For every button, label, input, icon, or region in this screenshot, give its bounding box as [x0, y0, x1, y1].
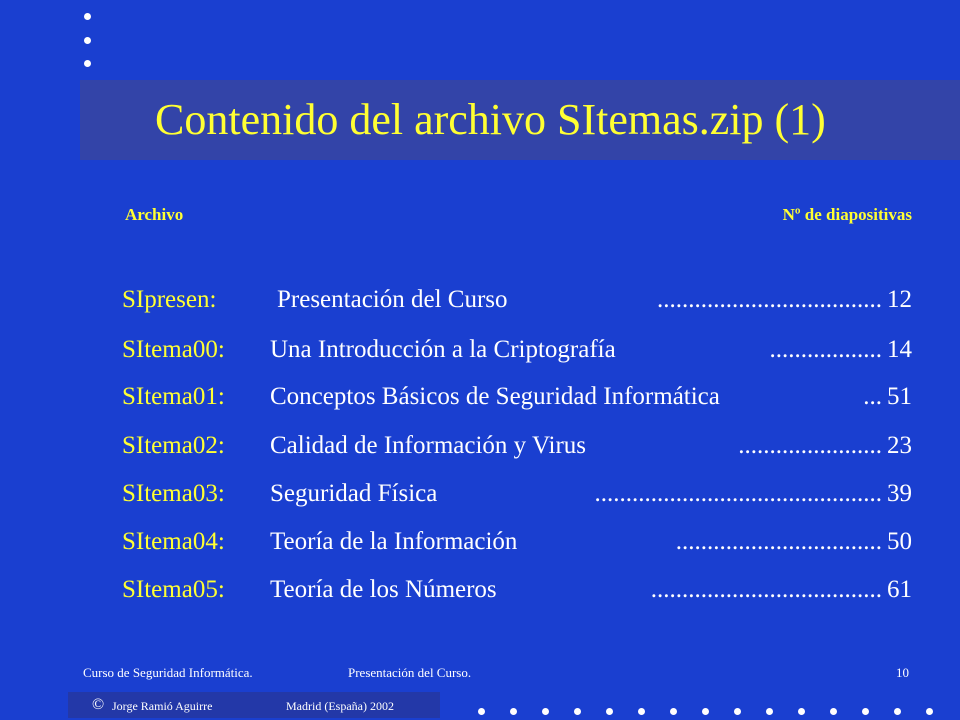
decorative-dot: [702, 708, 709, 715]
file-description: Una Introducción a la Criptografía: [270, 336, 616, 363]
dot-leader: .................................: [675, 528, 882, 555]
copyright-icon: ©: [92, 696, 105, 713]
file-name: SItema01:: [122, 383, 225, 410]
decorative-dot: [766, 708, 773, 715]
dot-leader: .......................: [738, 432, 882, 459]
file-row: [122, 429, 912, 463]
dot-leader: ...: [863, 383, 882, 410]
file-description: Presentación del Curso: [277, 286, 508, 313]
dot-leader: ..............................................: [594, 480, 882, 507]
file-row: [122, 573, 912, 607]
slide-count: 50: [887, 528, 912, 555]
copyright-author: Jorge Ramió Aguirre: [112, 699, 213, 713]
footer-presentation-name: Presentación del Curso.: [348, 665, 472, 680]
slide-title: Contenido del archivo SItemas.zip (1): [155, 95, 826, 144]
decorative-dot: [84, 13, 91, 20]
file-name: SIpresen:: [122, 286, 217, 313]
file-row: [122, 283, 912, 317]
file-name: SItema02:: [122, 432, 225, 459]
decorative-dot: [638, 708, 645, 715]
file-description: Conceptos Básicos de Seguridad Informática: [270, 383, 720, 410]
decorative-dot: [478, 708, 485, 715]
slide-count: 23: [887, 432, 912, 459]
file-name: SItema05:: [122, 576, 225, 603]
slide-count: 51: [887, 383, 912, 410]
decorative-dot: [862, 708, 869, 715]
column-header-slide-count: Nº de diapositivas: [782, 205, 912, 224]
file-description: Teoría de la Información: [270, 528, 518, 555]
file-row: [122, 380, 912, 414]
file-name: SItema03:: [122, 480, 225, 507]
file-row: [122, 333, 912, 367]
decorative-dot: [894, 708, 901, 715]
file-description: Seguridad Física: [270, 480, 438, 507]
column-header-file: Archivo: [125, 205, 184, 224]
decorative-dot: [542, 708, 549, 715]
decorative-dot: [84, 37, 91, 44]
slide-count: 12: [887, 286, 912, 313]
page-number: 10: [896, 665, 909, 680]
slide-count: 14: [887, 336, 912, 363]
decorative-dot: [926, 708, 933, 715]
file-row: [122, 477, 912, 511]
dot-leader: ..................: [769, 336, 882, 363]
dot-leader: ....................................: [657, 286, 882, 313]
slide-count: 39: [887, 480, 912, 507]
decorative-dot: [734, 708, 741, 715]
copyright-place-year: Madrid (España) 2002: [286, 699, 394, 713]
file-description: Teoría de los Números: [270, 576, 497, 603]
dot-leader: .....................................: [650, 576, 882, 603]
slide-count: 61: [887, 576, 912, 603]
file-row: [122, 525, 912, 559]
decorative-dot: [84, 60, 91, 67]
file-name: SItema04:: [122, 528, 225, 555]
decorative-dot: [670, 708, 677, 715]
decorative-dot: [574, 708, 581, 715]
footer-course-name: Curso de Seguridad Informática.: [83, 665, 253, 680]
decorative-dot: [830, 708, 837, 715]
file-name: SItema00:: [122, 336, 225, 363]
file-description: Calidad de Información y Virus: [270, 432, 587, 459]
decorative-dot: [510, 708, 517, 715]
decorative-dot: [798, 708, 805, 715]
decorative-dot: [606, 708, 613, 715]
